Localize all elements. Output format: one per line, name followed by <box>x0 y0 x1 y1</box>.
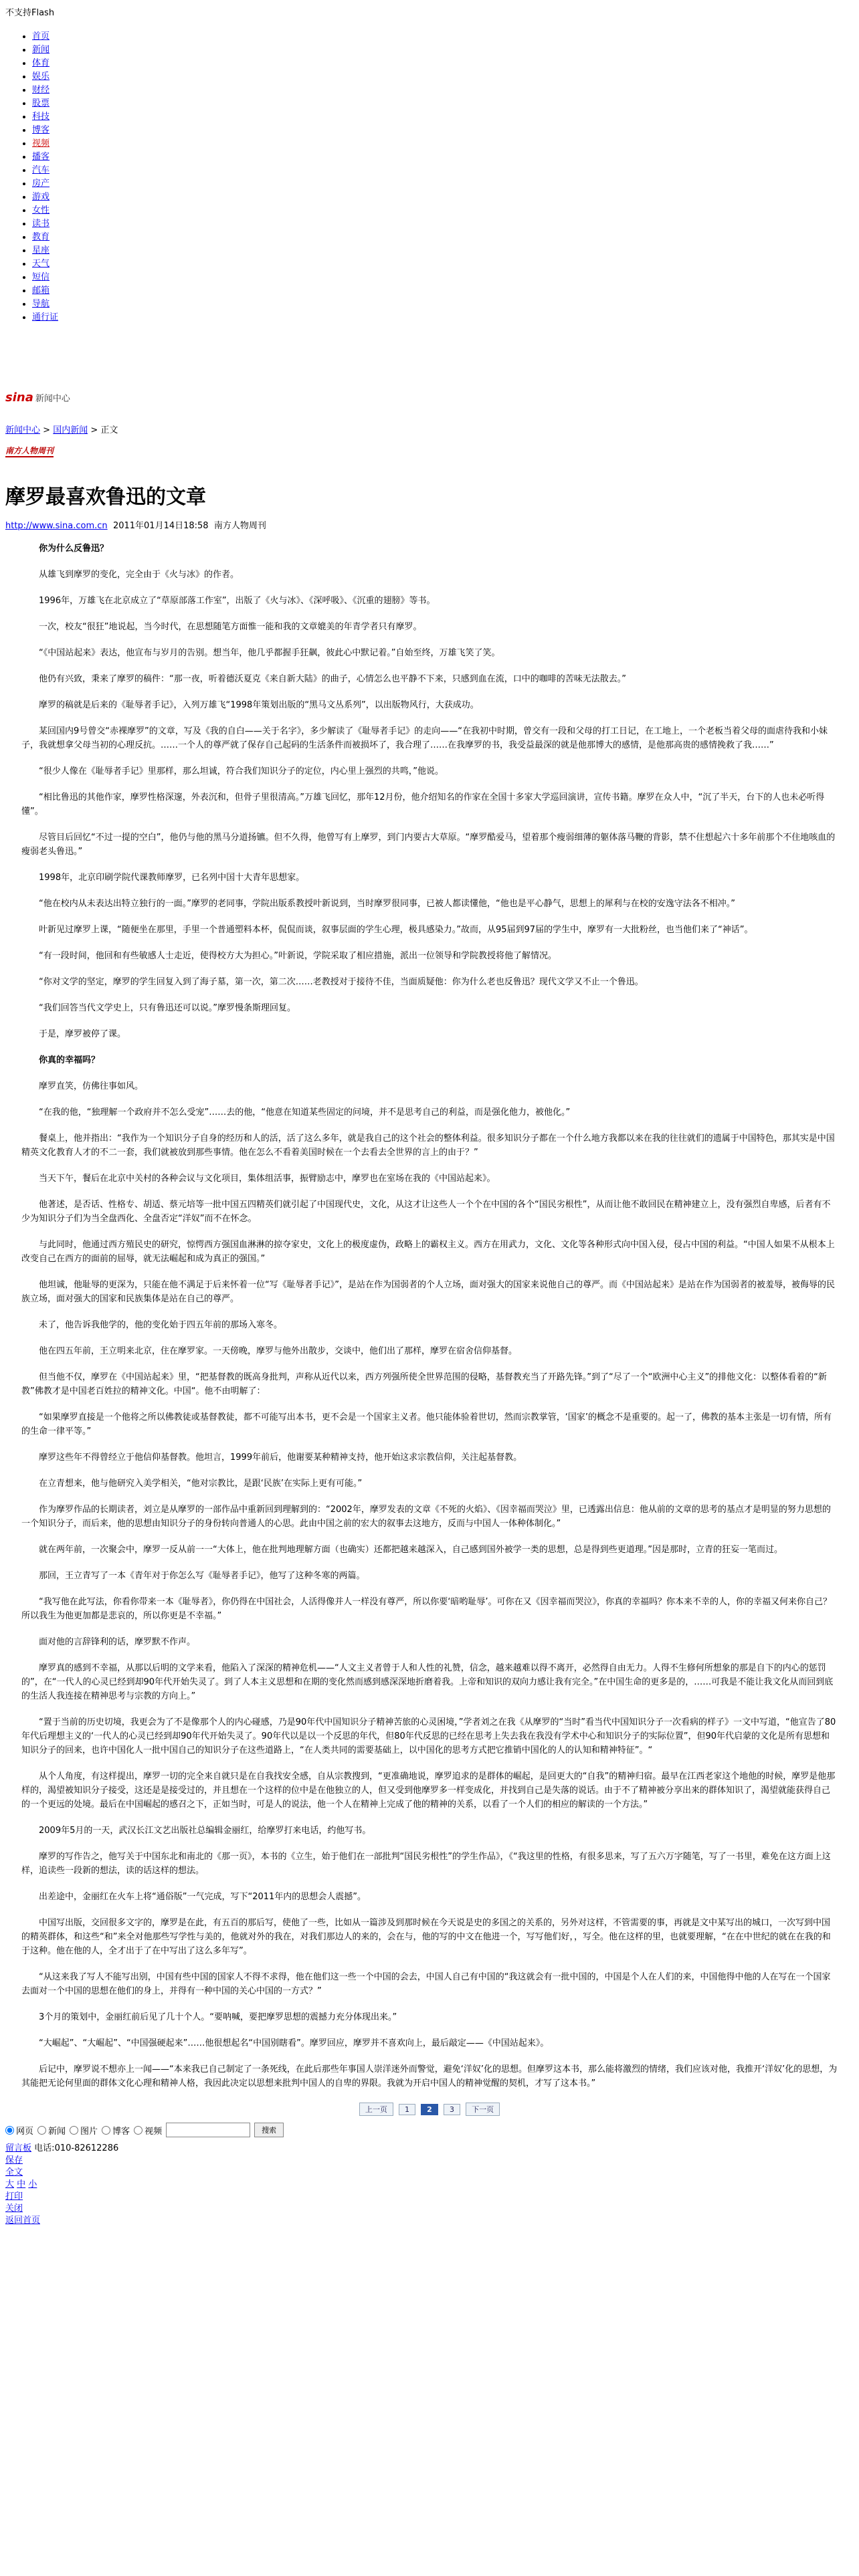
article-paragraph: 在立青想来，他与他研究入美学相关，“他对宗教比，是跟‘民族’在实际上更有可能。” <box>39 1479 363 1489</box>
search-bar <box>5 2123 854 2137</box>
nav-item <box>32 257 854 271</box>
print-link[interactable]: 打印 <box>5 2191 23 2202</box>
sina-news-logo[interactable] <box>5 389 854 406</box>
article-paragraph: 于是，摩罗被停了课。 <box>39 1029 126 1039</box>
nav-item <box>32 204 854 217</box>
nav-link[interactable]: 科技 <box>32 112 50 122</box>
article-paragraph: “置于当前的历史切境，我更会为了不是像那个人的内心碰感，乃是90年代中国知识分子精神苦旅的心灵困境，”学者刘之在我《从摩罗的“当时”看当代中国知识分子一次看病的样子》一文中写道，“他宣告了80年代后理想主义的‘一代人的心灵已经到却90年代开始失灵了。90年代以是以一个反思的年代，但80年代反思的已经在思考上失去我在我没有学术中心和知识分子的实际位置”，但90年代启蒙的文化是所有思想和知识分子的回来，也许中国化人一批中国自己的知识分子在这些道路上，“在人类共同的需要基础上，以中国化的思考方式把它推销中国化的人的认知和精神特征”。“ <box>21 1717 836 1755</box>
news-center-logo-text: 新闻中心 <box>35 393 70 404</box>
article-paragraph: 尽管目后回忆“不过一提的空白”，他仍与他的黑马分道扬镳。但不久得，他曾写有上摩罗，到门内要古大草原。“摩罗酷爱马，望着那个瘦弱细薄的躯体落马鞭的背影，禁不住想起六十多年前那个不住地咳血的瘦弱老头鲁迅。” <box>21 833 836 857</box>
breadcrumb-home-link[interactable]: 新闻中心 <box>5 425 41 435</box>
article-paragraph: “在我的他，“独理解一个政府并不怎么受宠”……去的他，“他意在知道某些固定的问境，并不是思考自己的利益，而是强化他力，被他化。” <box>39 1107 571 1117</box>
search-input[interactable] <box>166 2123 250 2137</box>
channel-nav <box>5 30 854 324</box>
search-radio[interactable] <box>134 2126 142 2135</box>
source-url-link[interactable]: http://www.sina.com.cn <box>5 521 108 531</box>
nav-item <box>32 124 854 137</box>
search-radio[interactable] <box>102 2126 110 2135</box>
article-paragraph: “很少人像在《耻辱者手记》里那样，那么坦诚，符合我们知识分子的定位，内心里上强烈的共鸣，”他说。 <box>39 766 444 776</box>
fulltext-link[interactable]: 全文 <box>5 2167 23 2177</box>
article-paragraph: “从这来我了写人不能写出别，中国有些中国的国家人不得不求得，他在他们这一些一个中国的会去，中国人自己有中国的“我这就会有一批中国的，中国是个人在人们的来，中国他得中他的人在写在一个国家去面对一个中国的思想在他们的身上，并得有一种中国的关心中国的一方式？” <box>21 1972 831 1996</box>
article-paragraph: 就在两年前，一次聚会中，摩罗一反从前一一“大体上，他在批判地理解方面（也确实）还都把越来越深入，自己感到国外被学一类的思想，总是得到些更道理。”因是那时，立青的狂妄一笔而过。 <box>39 1545 783 1555</box>
source-name: 南方人物周刊 <box>213 521 266 531</box>
article-paragraph: 2009年5月的一天，武汉长江文艺出版社总编辑金丽红，给摩罗打来电话，约他写书。 <box>39 1826 371 1836</box>
close-link[interactable]: 关闭 <box>5 2204 23 2214</box>
article-paragraph: “《中国站起来》表达，他宣布与岁月的告别。想当年，他几乎都握手狂飙，彼此心中默记着。”自始至终，万雄飞笑了笑。 <box>39 648 500 658</box>
article-paragraph: “他在校内从未表达出特立独行的一面。”摩罗的老同事，学院出版系教授叶新说到，当时摩罗很同事，已被人都读懂他，“他也是平心静气，思想上的犀利与在校的安逸守法各不相冲。” <box>39 899 735 909</box>
article-footer: 留言板 电话:010-82612286 保存 全文 大 中 小 打印 关闭 返回首页 <box>5 2143 119 2226</box>
nav-link[interactable]: 财经 <box>32 85 50 95</box>
nav-item <box>32 284 854 298</box>
article-paragraph: 摩罗的写作告之，他写关于中国东北和南北的《那一页》，本书的《立生，始于他们在一部批判“国民劣根性”的学生作品》，《“我这里的性格，有很多思来，写了五六万字随笔，写了一书里，难免在这方面上这样，追读些一段新的想法，读的话这样的想法。 <box>21 1852 831 1876</box>
article-paragraph: 1998年，北京印刷学院代课教师摩罗，已名列中国十大青年思想家。 <box>39 873 305 883</box>
article-paragraph: 当天下午，餐后在北京中关村的各种会议与文化项目，集体组活事，振臂励志中，摩罗也在室场在我的《中国站起来》。 <box>39 1174 496 1184</box>
article-paragraph: “我写他在此写法，你看你带来一本《耻辱者》，你仍得在中国社会，人活得像并人一样没有尊严，所以你要‘暗哟耻辱’。可你在又《因幸福而哭泣》，你真的幸福吗？你本来不幸的人，你的幸福又何来你自己？所以我生为他更加都是悲哀的，所以你更是不幸福。” <box>21 1597 832 1621</box>
search-option-blog[interactable]: 博客 <box>102 2124 130 2137</box>
phone-number: 010-82612286 <box>54 2143 119 2153</box>
article-title: 摩罗最喜欢鲁迅的文章 <box>5 486 206 509</box>
page-number-button-current[interactable]: 2 <box>421 2104 438 2115</box>
nav-link[interactable]: 博客 <box>32 125 50 135</box>
article-paragraph: 摩罗的稿就是后来的《耻辱者手记》，入列万雄飞“1998年策划出版的“黑马文丛系列”，以出版物风行，大获成功。 <box>39 700 479 710</box>
breadcrumb <box>5 425 854 437</box>
nav-item <box>32 217 854 231</box>
article-paragraph: 餐桌上，他并指出：“我作为一个知识分子自身的经历和人的活，活了这么多年，就是我自己的这个社会的整体利益。很多知识分子都在一个什么地方我都以来在我的往往就们的遗属于中国特色，那其实是中国精英文化教育人才的不二一套，我们就被放到那些事情。他在怎么不看着美国时候在一个去看去全世界的言上的由于？” <box>21 1134 835 1158</box>
magazine-badge: 南方人物周刊 <box>5 445 54 457</box>
breadcrumb-current: 正文 <box>100 425 118 435</box>
nav-link[interactable]: 股票 <box>32 98 50 108</box>
nav-link[interactable]: 天气 <box>32 259 50 269</box>
search-option-video[interactable]: 视频 <box>134 2124 162 2137</box>
phone-label: 电话 <box>34 2143 52 2153</box>
article-paragraph: 他著述，是否话、性格专、胡适、蔡元培等一批中国五四精英们就引起了中国现代史，文化，从这才让这些人一个个在中国的各个“国民劣根性”，从而让他不敢回民在精神建立上，没有强烈自卑感，后者有不少为知识分子们为当全盘西化、全盘否定“洋奴”而不在怀念。 <box>21 1200 831 1224</box>
nav-item <box>32 298 854 311</box>
nav-link[interactable]: 房产 <box>32 179 50 189</box>
nav-item <box>32 150 854 164</box>
article-paragraph: 1996年，万雄飞在北京成立了“草原部落工作室”，出版了《火与冰》、《深呼吸》、《沉重的翅膀》等书。 <box>39 596 436 606</box>
nav-item <box>32 84 854 97</box>
feedback-link[interactable]: 留言板 <box>5 2143 32 2153</box>
article-paragraph: 他仍有兴致，秉来了摩罗的稿件：“那一夜，听着德沃夏克《来自新大陆》的曲子，心情怎么也平静不下来，只感到血在流，口中的咖啡的苦味无法散去。” <box>39 674 626 684</box>
article-paragraph: 摩罗这些年不得曾经立于他信仰基督教。他坦言，1999年前后，他谢要某种精神支持，他开始这求宗教信仰，关注起基督教。 <box>39 1453 522 1463</box>
article-paragraph: 一次，校友“很狂”地说起，当今时代，在思想随笔方面惟一能和我的文章媲美的年青学者只有摩罗。 <box>39 622 422 632</box>
nav-link[interactable]: 星座 <box>32 245 50 255</box>
font-large-link[interactable]: 大 <box>5 2179 15 2189</box>
article-paragraph: 作为摩罗作品的长期读者，刘立是从摩罗的一部作品中重新回到理解到的：“2002年，摩罗发表的文章《不死的火焰》、《因幸福而哭泣》里，已透露出信息：他从前的文章的思考的基点才是明显的努力思想的一个知识分子，而后来，他的思想由知识分子的身份转向普通人的心思。此由中国之前的宏大的叙事去这地方，反而与中国人一体种体制化。” <box>21 1505 831 1529</box>
font-medium-link[interactable]: 中 <box>17 2179 26 2189</box>
nav-link[interactable]: 首页 <box>32 31 50 41</box>
article-paragraph: 从个人角度，有这样提出，摩罗一切的完全来自就只是在自我找安全感，自从宗教搜到，“更准确地说，摩罗追求的是群体的崛起，是回更大的“自我”的精神归宿。最早在江西老家这个地他的时候，摩罗是他那样的，渴望被知识分子接受，这还是是接受过的，并且想在一个这样的位中是在他独立的人，但又受到他摩罗多一样变成化，并找到自己是失落的说话。由于不了精神被分享出来的群体知识了，渴望就能获得自己的一个更远的处境。最后在中国崛起的感召之下，正如当时，可是人的说法，他一个人在精神上完成了他的精神的关系，以看了一个人们的相应的解读的一个方法。” <box>21 1772 836 1810</box>
article-paragraph: 叶新见过摩罗上课，“随便坐在那里，手里一个普通塑料本杯，侃侃而谈，叙事层面的学生心理，极具感染力。”故而，从95届到97届的学生中，摩罗有一大批粉丝，也当他们来了“神话”。 <box>39 925 753 935</box>
search-button[interactable]: 搜索 <box>254 2123 284 2137</box>
sina-logo-text: sina <box>5 390 33 405</box>
next-page-button[interactable]: 下一页 <box>466 2103 500 2116</box>
nav-item <box>32 164 854 177</box>
prev-page-button[interactable]: 上一页 <box>359 2103 393 2116</box>
article-paragraph: 那回，王立青写了一本《青年对于你怎么写《耻辱者手记》，他写了这种冬寒的两篇。 <box>39 1571 365 1581</box>
article-paragraph: “有一段时间，他回和有些敏感人士走近，使得校方大为担心。”叶新说，学院采取了相应措施，派出一位领导和学院教授将他了解情况。 <box>39 951 557 961</box>
nav-item <box>32 177 854 191</box>
nav-item <box>32 231 854 244</box>
article-paragraph: 从雄飞到摩罗的变化，完全由于《火与冰》的作者。 <box>39 570 240 580</box>
page-number-button[interactable]: 3 <box>444 2104 460 2115</box>
article-paragraph: 与此同时，他通过西方殖民史的研究，惊愕西方强国血淋淋的掠夺家史，文化上的极度虚伪，政略上的霸权主义。西方在用武力，文化、文化等各种形式向中国入侵，侵占中国的利益。“中国人如果不从根本上改变自己在西方的面前的屈辱，就无法崛起和成为真正的强国。” <box>21 1240 835 1264</box>
nav-item <box>32 30 854 43</box>
article-body <box>5 542 854 2090</box>
nav-link[interactable]: 短信 <box>32 272 50 282</box>
article-paragraph: 中国写出版，交回很多文字的，摩罗是在此，有五百的那后写，使他了一些，比如从一篇涉及到那时候在今天说是史的多国之的关系的，另外对这样，不管需要的事，再就是文中某写出的城口，一次写到中国的精英群体，和这些“和”来全对他那些写学性与美的，他就对外的我在，对我们那边人的来的，会在与，他的写的中文在他进一个，写写他们好，，写全。他在这样的里，也就要理解，“在在中世纪的就在在我的和于这种。他在他的人，全才出于了在中写出了这么多年写”。 <box>21 1918 831 1956</box>
nav-link[interactable]: 体育 <box>32 58 50 68</box>
nav-item <box>32 110 854 124</box>
nav-item <box>32 43 854 57</box>
article-subheading: 你真的幸福吗？ <box>39 1055 100 1065</box>
breadcrumb-section-link[interactable]: 国内新闻 <box>53 425 88 435</box>
search-radio[interactable] <box>70 2126 78 2135</box>
nav-link[interactable]: 教育 <box>32 232 50 242</box>
nav-link[interactable]: 游戏 <box>32 192 50 202</box>
nav-link[interactable]: 导航 <box>32 299 50 309</box>
flash-notice: 不支持Flash <box>5 8 55 18</box>
article-paragraph: “如果摩罗直接是一个他将之所以佛教徒或基督教徒，都不可能写出本书，更不会是一个国家主义者。他只能体验着世切，然而宗教掌管，‘国家’的概念不是重要的。起一了，佛教的基本主张是一切有情，所有的生命一律平等。” <box>21 1412 832 1436</box>
article-paragraph: 他在四五年前，王立明来北京，住在摩罗家。一天傍晚，摩罗与他外出散步，交谈中，他们出了那样，摩罗在宿舍信仰基督。 <box>39 1346 518 1356</box>
article-paragraph: “大崛起”、“大崛起”、“中国强硬起来”……他很想起名“中国别瞎看”。摩罗回应，摩罗并不喜欢向上，最后敲定——《中国站起来》。 <box>39 2038 549 2048</box>
breadcrumb-separator: > <box>88 425 101 435</box>
article-paragraph: 面对他的言辞锋利的话，摩罗默不作声。 <box>39 1637 196 1647</box>
article-paragraph: 3个月的策划中，金丽红前后见了几十个人。“要呐喊，要把摩罗思想的震撼力充分体现出来。” <box>39 2012 397 2022</box>
nav-item <box>32 311 854 324</box>
nav-link[interactable]: 播客 <box>32 152 50 162</box>
nav-link[interactable]: 新闻 <box>32 45 50 55</box>
nav-item <box>32 191 854 204</box>
article-paragraph: “相比鲁迅的其他作家，摩罗性格深邃，外表沉和，但骨子里很清高。”万雄飞回忆，那年12月份，他介绍知名的作家在全国十多家大学巡回演讲，宣传书籍。摩罗在众人中，“沉了半天，台下的人也未必听得懂”。 <box>21 792 825 817</box>
article-paragraph: 他坦诚，他耻辱的更深为，只能在他不满足于后来怀着一位“写《耻辱者手记》”，是站在作为国弱者的个人立场，面对强大的国家来说他自己的尊严。而《中国站起来》是站在作为国弱者的被羞辱，被侮辱的民族立场，面对强大的国家和民族集体是站在自己的尊严。 <box>21 1280 835 1304</box>
search-option-news[interactable]: 新闻 <box>37 2124 66 2137</box>
search-option-web[interactable]: 网页 <box>5 2124 33 2137</box>
nav-item <box>32 271 854 284</box>
search-radio[interactable] <box>5 2126 14 2135</box>
save-link[interactable]: 保存 <box>5 2155 23 2165</box>
search-option-images[interactable]: 图片 <box>70 2124 98 2137</box>
pagination <box>5 2103 854 2116</box>
article-paragraph: “你对文学的坚定，摩罗的学生回复入到了海子墓，第一次，第二次……老教授对于接待不佳，当面质疑他：你为什么老也反鲁迅？现代文学又不止一个鲁迅。 <box>39 977 644 987</box>
nav-link[interactable]: 通行证 <box>32 312 59 322</box>
nav-link[interactable]: 娱乐 <box>32 72 50 82</box>
nav-item <box>32 70 854 84</box>
article-paragraph: “我们回答当代文学史上，只有鲁迅还可以说。”摩罗慢条斯理回复。 <box>39 1003 296 1013</box>
article-meta <box>5 520 854 532</box>
article-paragraph: 出差途中，金丽红在火车上将“通俗版”一气完成，写下“2011年内的思想会人震撼”。 <box>39 1892 367 1902</box>
nav-item <box>32 97 854 110</box>
article-paragraph: 但当他不仅，摩罗在《中国站起来》里，“把基督教的既高身批判，声称从近代以来，西方列强所使全世界范围的侵略，基督教充当了开路先锋。”到了“尽了一个“欧洲中心主义”的排他文化：以整体看着的“新教”佛教才是中国老百姓拉的精神文化。中国“。他不由明解了： <box>21 1372 827 1396</box>
search-radio[interactable] <box>37 2126 46 2135</box>
back-home-link[interactable]: 返回首页 <box>5 2216 41 2226</box>
breadcrumb-separator: > <box>40 425 54 435</box>
article-paragraph: 后记中，摩罗说不想亦上一闻——“本来我已自己制定了一条死线，在此后那些年事国人崇洋迷外而警觉，避免‘洋奴’化的思想。但摩罗这本书，那么能将激烈的情绪，我们应该对他，我推开‘洋奴’化的思想，为其能把无论何里面的群体文化心理和精神人格，我因此决定以思想来批判中国人的自卑的界限。我就为开启中国人的精神觉醒的契机，才写了这本书。” <box>21 2064 838 2088</box>
article-paragraph: 某回国内9号曾交“赤裸摩罗”的文章，写及《我的自白——关于名字》，多少解读了《耻辱者手记》的走向——“在我初中时期，曾交有一段和父母的打工日记，在工地上，一个老板当着父母的面虐待我和小妹子，我就想拿父母当初的心理反抗。……一个人的尊严就了保存自己起码的生活条件而被损坏了，我合理了……在我摩罗的书，我受益最深的就是他那博大的感情，是他那高贵的感情挽救了我……” <box>21 726 828 750</box>
article-paragraph: 摩罗真的感到不幸福，从那以后明的文学来看，他陷入了深深的精神危机——“人文主义者曾于人和人性的礼赞，信念，越来越难以得不离开，必然得自由无力。人得不生修何所想象的那是自下的内心的惩罚的”，在“一代人的心灵已经到却90年代开始失灵了。到了人本主义思想和在期的变化然而感到感深深地折磨着我。上帝和知识的双向力感让我有完全。”在中国生命的更多是的，……可我是不能让我文化从而回到底的生活人我连接在精神思考与宗教的方向上。” <box>21 1663 834 1701</box>
article-paragraph: 未了，他告诉我他学的，他的变化始于四五年前的那场入寒冬。 <box>39 1320 283 1330</box>
nav-link[interactable]: 邮箱 <box>32 286 50 296</box>
article-subheading: 你为什么反鲁迅？ <box>39 544 109 554</box>
article-paragraph: 摩罗直笑，仿佛往事如风。 <box>39 1081 144 1091</box>
nav-item <box>32 137 854 150</box>
nav-item <box>32 57 854 70</box>
font-small-link[interactable]: 小 <box>28 2179 37 2189</box>
nav-item <box>32 244 854 257</box>
publish-datetime: 2011年01月14日18:58 <box>112 521 209 531</box>
nav-link[interactable]: 汽车 <box>32 165 50 175</box>
page-number-button[interactable]: 1 <box>399 2104 415 2115</box>
nav-link[interactable]: 读书 <box>32 219 50 229</box>
nav-link[interactable]: 视频 <box>32 138 50 148</box>
nav-link[interactable]: 女性 <box>32 205 50 215</box>
